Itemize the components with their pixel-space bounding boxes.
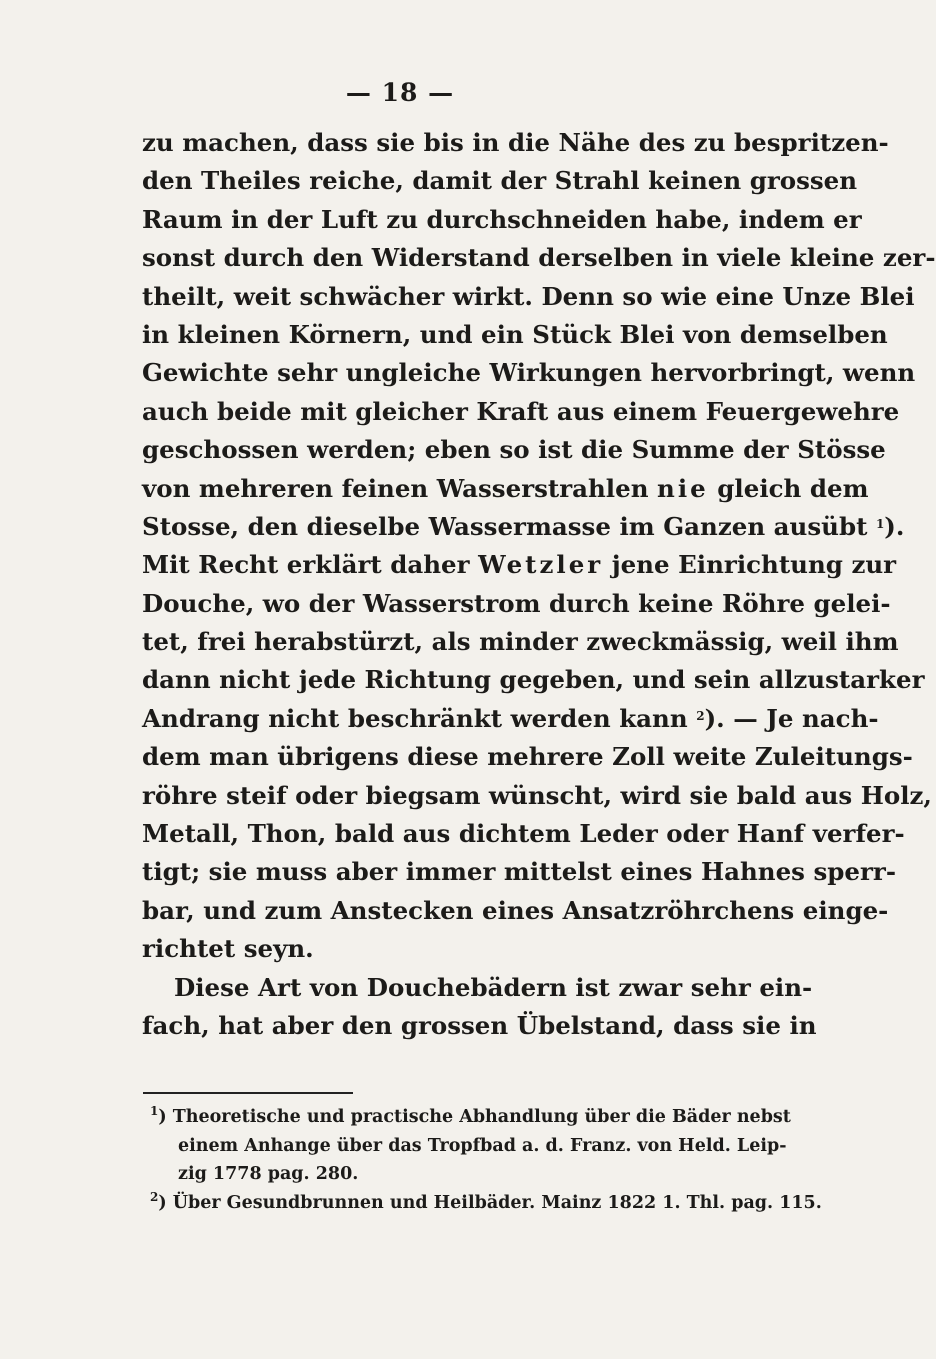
text-line: tet, frei herabstürzt, als minder zweckmässig, weil ihm <box>142 627 899 657</box>
text-line <box>142 546 897 584</box>
footnote-2 <box>150 1189 822 1218</box>
text-line: fach, hat aber den grossen Übelstand, dass sie in <box>142 1010 817 1040</box>
footnote-ref-1: 1 <box>875 516 885 531</box>
text-segment: Mit Recht erklärt daher <box>142 550 470 580</box>
text-line: dann nicht jede Richtung gegeben, und sein allzustarker <box>142 665 925 695</box>
text-line <box>142 508 905 546</box>
text-line: Metall, Thon, bald aus dichtem Leder oder Hanf verfer- <box>142 819 905 849</box>
text-segment: Andrang nicht beschränkt werden kann <box>142 703 688 733</box>
body-text <box>142 124 936 1045</box>
text-line: in kleinen Körnern, und ein Stück Blei von demselben <box>142 319 888 349</box>
text-line: den Theiles reiche, damit der Strahl keinen grossen <box>142 166 858 196</box>
text-segment: ). — Je nach- <box>704 703 879 733</box>
text-line: Douche, wo der Wasserstrom durch keine Röhre gelei- <box>142 588 891 618</box>
footnote-ref-2: 2 <box>696 708 705 723</box>
emphasis-name-wetzler: Wetzler <box>478 550 604 580</box>
text-line <box>142 700 879 738</box>
text-line: Raum in der Luft zu durchschneiden habe, indem er <box>142 204 862 234</box>
footnote-1 <box>150 1103 791 1132</box>
footnote-text: ) Über Gesundbrunnen und Heilbäder. Mainz 1822 1. Thl. pag. 115. <box>158 1192 822 1213</box>
text-line <box>142 470 869 508</box>
footnote-1-continuation: zig 1778 pag. 280. <box>178 1164 359 1185</box>
text-segment: ). <box>884 511 905 541</box>
text-segment: jene Einrichtung zur <box>611 550 897 580</box>
text-line: dem man übrigens diese mehrere Zoll weite Zuleitungs- <box>142 742 913 772</box>
text-line: bar, und zum Anstecken eines Ansatzröhrchens einge- <box>142 895 889 925</box>
footnotes <box>150 1103 822 1217</box>
text-line: geschossen werden; eben so ist die Summe der Stösse <box>142 435 886 465</box>
text-line: theilt, weit schwächer wirkt. Denn so wie eine Unze Blei <box>142 281 915 311</box>
footnote-marker-1: 1 <box>150 1104 159 1118</box>
text-line: röhre steif oder biegsam wünscht, wird sie bald aus Holz, <box>142 780 932 810</box>
text-segment: gleich dem <box>717 473 869 503</box>
footnote-separator <box>143 1092 353 1094</box>
footnote-1-continuation: einem Anhange über das Tropfbad a. d. Franz. von Held. Leip- <box>178 1135 787 1156</box>
text-line: Diese Art von Douchebädern ist zwar sehr ein- <box>174 972 813 1002</box>
page-number: — 18 — <box>345 78 455 107</box>
text-line: Gewichte sehr ungleiche Wirkungen hervorbringt, wenn <box>142 358 916 388</box>
text-line: zu machen, dass sie bis in die Nähe des zu bespritzen- <box>142 128 889 157</box>
text-segment: Stosse, den dieselbe Wassermasse im Ganzen ausübt <box>142 511 868 541</box>
footnote-marker-2: 2 <box>150 1189 159 1204</box>
emphasis-nie: nie <box>657 473 709 503</box>
text-segment: von mehreren feinen Wasserstrahlen <box>142 473 649 503</box>
text-line: auch beide mit gleicher Kraft aus einem Feuergewehre <box>142 396 900 426</box>
text-line: richtet seyn. <box>142 934 314 964</box>
footnote-text: ) Theoretische und practische Abhandlung über die Bäder nebst <box>158 1107 791 1127</box>
text-line: tigt; sie muss aber immer mittelst eines Hahnes sperr- <box>142 857 896 887</box>
text-line: sonst durch den Widerstand derselben in viele kleine zer- <box>142 243 936 273</box>
